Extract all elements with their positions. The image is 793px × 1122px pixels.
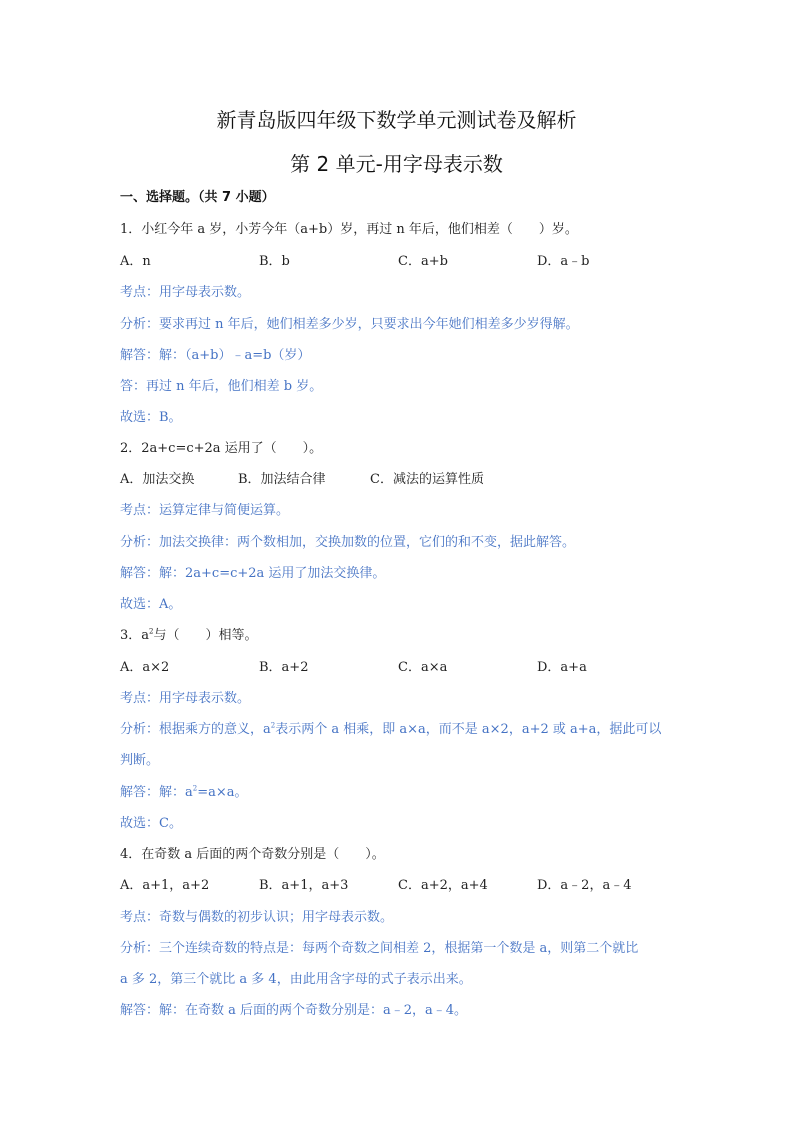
q3-option-c: C．a×a: [398, 660, 448, 675]
section-heading: 一、选择题。（共 7 小题）: [120, 190, 275, 205]
q3-option-b: B．a+2: [259, 660, 309, 675]
q3-option-a: A．a×2: [120, 660, 170, 675]
q4-option-a: A．a+1，a+2: [120, 878, 210, 893]
q1-answer: 答：再过 n 年后，他们相差 b 岁。: [120, 379, 323, 394]
q4-jieda: 解答：解：在奇数 a 后面的两个奇数分别是：a﹣2，a﹣4。: [120, 1003, 468, 1018]
q1-jieda: 解答：解：（a+b）﹣a=b（岁）: [120, 348, 311, 363]
q2-option-c: C．减法的运算性质: [370, 472, 484, 487]
q4-option-b: B．a+1，a+3: [259, 878, 349, 893]
q4-kaodian: 考点：奇数与偶数的初步认识；用字母表示数。: [120, 910, 394, 925]
q2-option-b: B．加法结合律: [238, 472, 326, 487]
q4-fenxi-continued: a 多 2，第三个就比 a 多 4，由此用含字母的式子表示出来。: [120, 972, 472, 987]
document-title: 新青岛版四年级下数学单元测试卷及解析: [216, 108, 577, 132]
q3-stem: 3．$a^2$与（ ）相等。: [120, 627, 258, 643]
q3-choice: 故选：C。: [120, 816, 182, 831]
q4-option-c: C．a+2，a+4: [398, 878, 488, 893]
q2-choice: 故选：A。: [120, 597, 182, 612]
q1-option-b: B．b: [259, 254, 290, 269]
q3-jieda: 解答：解：$a^2=a\times a$。: [120, 784, 248, 800]
q1-option-a: A．n: [120, 254, 151, 269]
q4-stem: 4．在奇数 a 后面的两个奇数分别是（ ）。: [120, 847, 385, 862]
document-subtitle: 第 2 单元-用字母表示数: [290, 152, 503, 176]
q1-choice: 故选：B。: [120, 410, 182, 425]
q2-kaodian: 考点：运算定律与简便运算。: [120, 503, 290, 518]
q3-fenxi-continued: 判断。: [120, 753, 160, 768]
q1-kaodian: 考点：用字母表示数。: [120, 285, 251, 300]
q4-option-d: D．a﹣2，a﹣4: [537, 878, 632, 893]
q1-stem: 1．小红今年 a 岁，小芳今年（a+b）岁，再过 n 年后，他们相差（ ）岁。: [120, 222, 578, 237]
q3-option-d: D．a+a: [537, 660, 587, 675]
q2-jieda: 解答：解：2a+c=c+2a 运用了加法交换律。: [120, 566, 386, 581]
q2-fenxi: 分析：加法交换律：两个数相加，交换加数的位置，它们的和不变，据此解答。: [120, 535, 576, 550]
q2-stem: 2．2a+c=c+2a 运用了（ ）。: [120, 441, 323, 456]
q1-fenxi: 分析：要求再过 n 年后，她们相差多少岁，只要求出今年她们相差多少岁得解。: [120, 317, 579, 332]
q4-fenxi: 分析：三个连续奇数的特点是：每两个奇数之间相差 2，根据第一个数是 a，则第二个就比: [120, 941, 639, 956]
q2-option-a: A．加法交换: [120, 472, 195, 487]
q1-option-c: C．a+b: [398, 254, 448, 269]
q1-option-d: D．a﹣b: [537, 254, 590, 269]
q3-fenxi: 分析：根据乘方的意义，$a^2$表示两个 a 相乘，即 a×a，而不是 a×2，a+2 或 a+a，据此可以: [120, 721, 662, 737]
q3-kaodian: 考点：用字母表示数。: [120, 691, 251, 706]
